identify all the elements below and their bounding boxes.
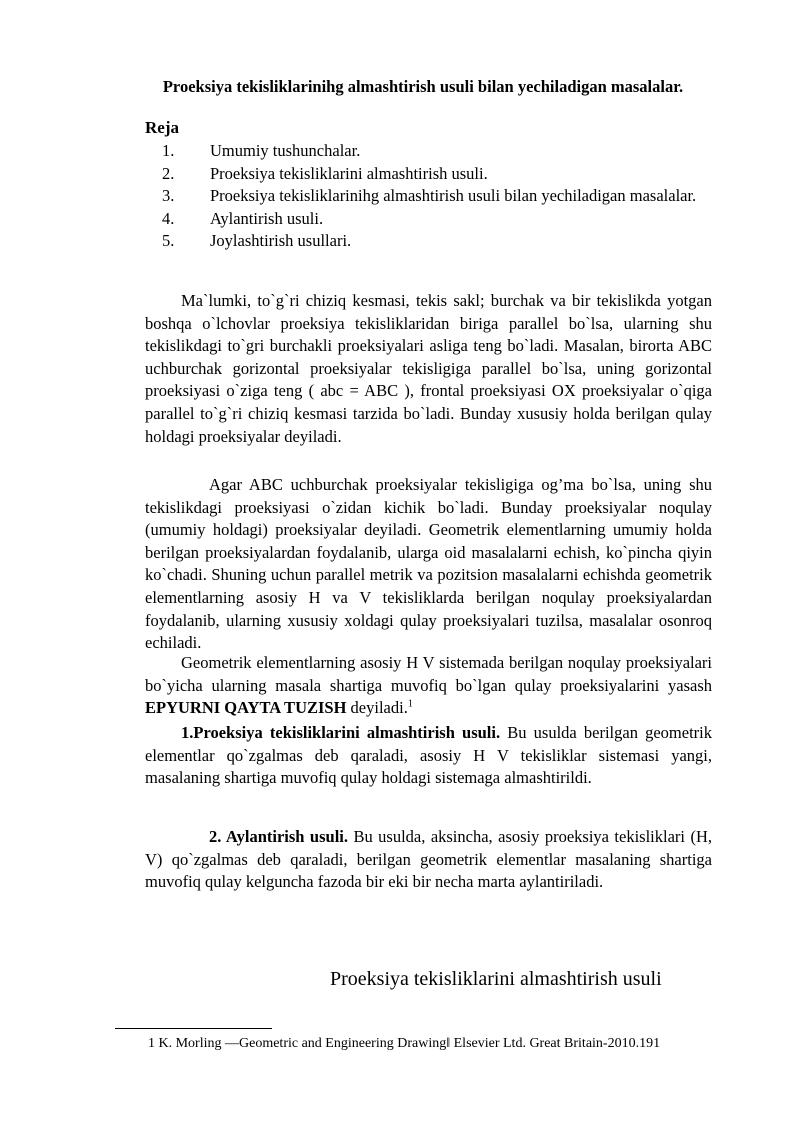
paragraph-text: Bu usulda, aksincha, asosiy proeksiya tekisliklari (H, V) qo`zgalmas deb qaraladi, berilgan geometrik elementlar masalaning shartiga muvofiq qulay kelguncha fazoda bir eki bir necha marta aylantiriladi. <box>145 827 712 892</box>
paragraph-text: Bu usulda berilgan geometrik elementlar qo`zgalmas deb qaraladi, asosiy H V tekisliklar sistemasi yangi, masalaning shartiga muvofiq qulay holdagi sistemaga almashtirildi. <box>145 723 712 788</box>
plan-item-number: 5. <box>162 231 175 251</box>
plan-item-text: Umumiy tushunchalar. <box>210 141 361 160</box>
paragraph-method-2 <box>145 826 712 894</box>
footnote-divider <box>115 1028 272 1029</box>
paragraph-text: deyiladi. <box>346 698 408 718</box>
paragraph-method-1 <box>145 722 712 790</box>
plan-heading: Reja <box>145 118 179 137</box>
plan-item-text: Aylantirish usuli. <box>210 208 324 228</box>
method-2-heading: 2. Aylantirish usuli. <box>209 827 348 846</box>
plan-item <box>162 230 712 253</box>
plan-item <box>162 208 712 231</box>
paragraph-oblique: Agar ABC uchburchak proeksiyalar tekisligiga og’ma bo`lsa, uning shu tekislikdagi proeksiyasi o`zidan kichik bo`ladi. Bunday proeksiyalar noqulay (umumiy holdagi) proeksiyalar deyiladi. Geometrik elementlarning umumiy holda berilgan proeksiyalardan foydalanib, ularga oid masalalarni echish, ko`pincha qiyin ko`chadi. Shuning uchun parallel metrik va pozitsion masalalarni echishda geometrik elementlarning asosiy H va V tekisliklarda berilgan noqulay proeksiyalardan foydalanib, ularning xususiy xoldagi qulay proeksiyalari tuzilsa, masalalar osonroq echiladi. <box>145 475 712 653</box>
footnote-reference[interactable]: 1 <box>407 698 413 710</box>
plan-item-number: 2. <box>162 163 175 183</box>
plan-item-text: Joylashtirish usullari. <box>210 231 352 251</box>
method-1-heading: 1.Proeksiya tekisliklarini almashtirish usuli. <box>181 723 501 742</box>
plan-item-number: 3. <box>162 186 175 206</box>
plan-item-number: 1. <box>162 141 175 160</box>
plan-item <box>162 163 712 186</box>
plan-item <box>162 185 712 208</box>
term-epyur: EPYURNI QAYTA TUZISH <box>145 698 347 718</box>
section-heading: Proeksiya tekisliklarini almashtirish usuli <box>330 968 662 990</box>
paragraph-epyur <box>145 652 712 720</box>
footnote: 1 K. Morling —Geometric and Engineering Drawing‖ Elsevier Ltd. Great Britain-2010.191 <box>148 1036 661 1051</box>
plan-item-text: Proeksiya tekisliklarini almashtirish usuli. <box>210 163 488 183</box>
plan-item <box>162 140 712 163</box>
paragraph-text: Geometrik elementlarning asosiy H V sistemada berilgan noqulay proeksiyalari bo`yicha ularning masala shartiga muvofiq bo`lgan qulay proeksiyalarini yasash <box>145 653 712 695</box>
paragraph-intro: Ma`lumki, to`g`ri chiziq kesmasi, tekis sakl; burchak va bir tekislikda yotgan boshqa o`lchovlar proeksiya tekisliklaridan biriga parallel bo`lsa, ularning shu tekislikdagi to`gri burchakli proeksiyalari asliga teng bo`ladi. Masalan, birorta ABC uchburchak gorizontal proeksiyalar tekisligiga parallel bo`lsa, uning gorizontal proeksiyasi o`ziga teng ( abc = ABC ), frontal proeksiyasi OX proeksiyalar o`qiga parallel to`g`ri chiziq kesmasi tarzida bo`ladi. Bunday xususiy holda berilgan qulay holdagi proeksiyalar deyiladi. <box>145 291 712 446</box>
plan-item-number: 4. <box>162 208 175 228</box>
document-title: Proeksiya tekisliklarinihg almashtirish usuli bilan yechiladigan masalalar. <box>162 77 684 96</box>
plan-item-text: Proeksiya tekisliklarinihg almashtirish usuli bilan yechiladigan masalalar. <box>210 186 697 206</box>
plan-list <box>162 140 712 253</box>
